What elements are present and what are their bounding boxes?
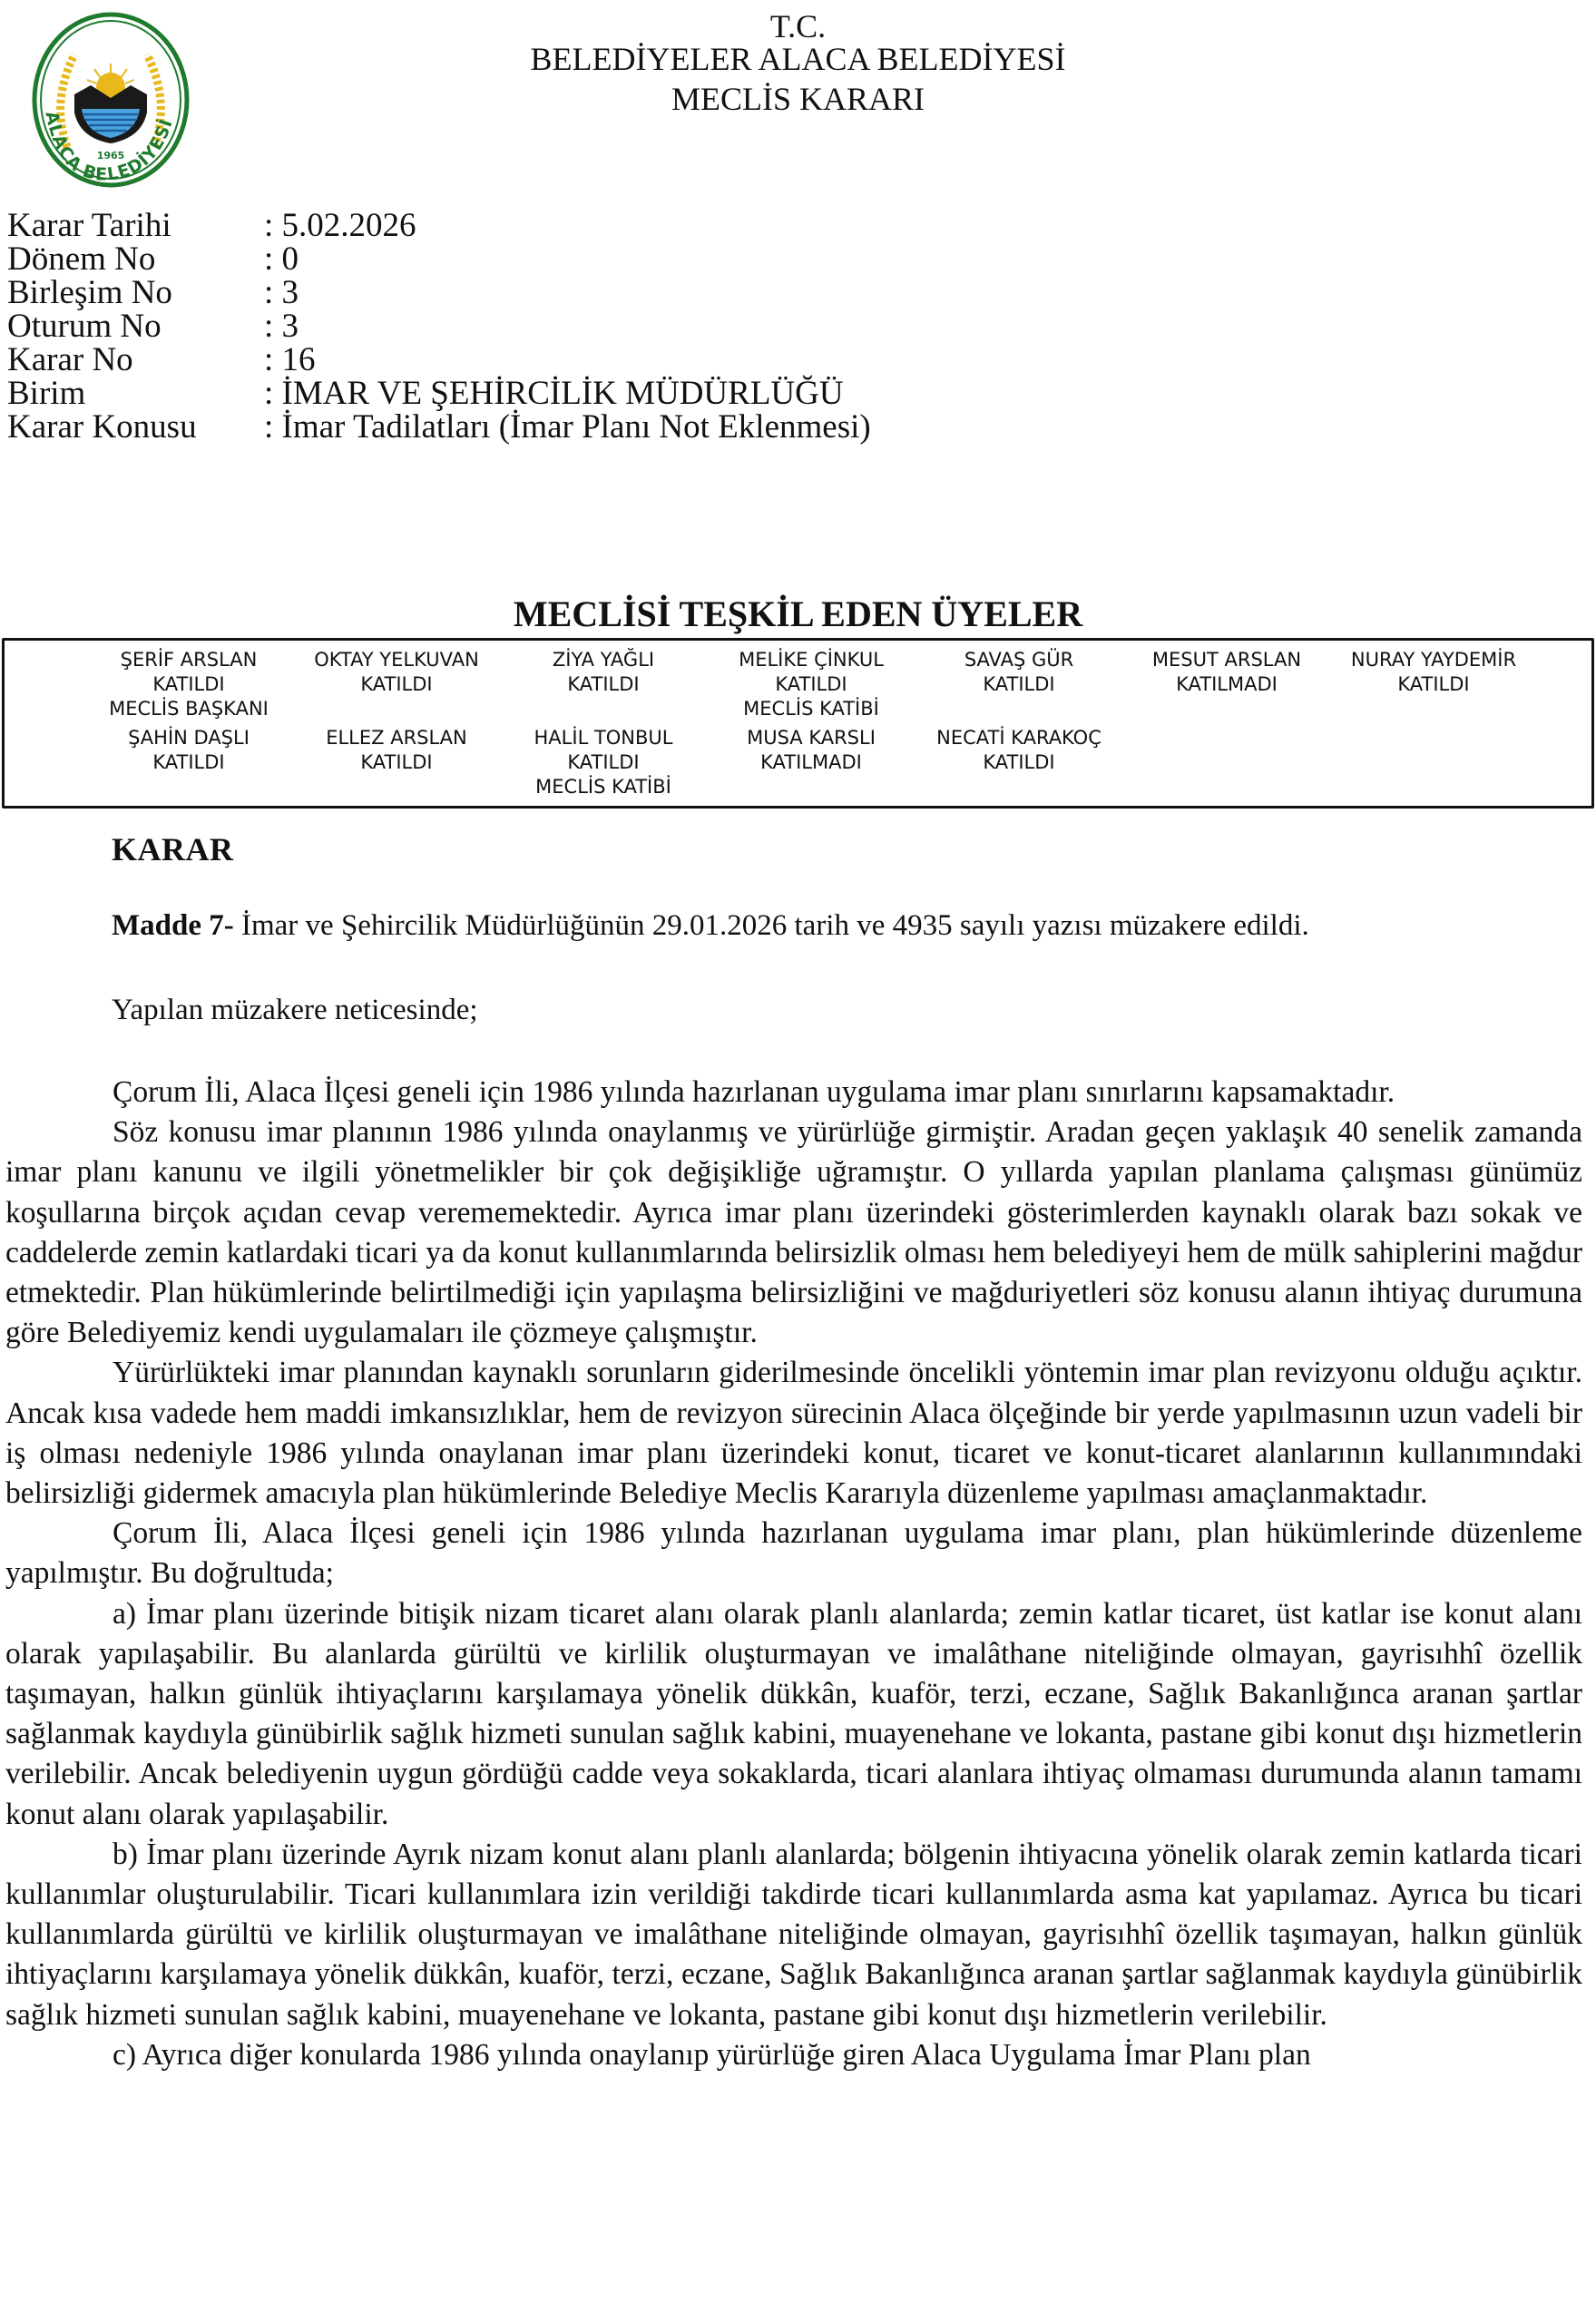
members-table: [2, 638, 1594, 809]
paragraph-item-a: a) İmar planı üzerinde bitişik nizam ticaret alanı olarak planlı alanlarda; zemin katlar ticaret, üst katlar ise konut alanı olarak yapılaşabilir. Bu alanlarda gürültü ve kirlilik oluşturmayan ve imalâthane niteliğinde olmayan, gayrisıhhî özellik taşımayan, halkın günlük ihtiyaçlarını karşılamaya yönelik dükkân, kuaför, terzi, eczane, Sağlık Bakanlığınca aranan şartlar sağlanmak kaydıyla günübirlik sağlık hizmeti sunulan sağlık kabini, muayenehane ve lokanta, pastane gibi konut dışı hizmetlerin verilebilir. Ancak belediyenin uygun gördüğü cadde veya sokaklarda, ticari alanlara ihtiyaç olmaması durumunda alanın tamamı konut alanı olarak yapılaşabilir.: [5, 1596, 1582, 1831]
meta-label: Oturum No: [7, 308, 162, 345]
member-name: SAVAŞ GÜR: [964, 649, 1074, 671]
meta-value: : İMAR VE ŞEHİRCİLİK MÜDÜRLÜĞÜ: [264, 375, 844, 412]
header-line-tc: T.C.: [769, 8, 827, 44]
paragraph-item-b: b) İmar planı üzerinde Ayrık nizam konut alanı planlı alanlarda; bölgenin ihtiyacına yönelik olarak zemin katlarda ticari kullanımlar oluşturulabilir. Ticari kullanımlara izin verildiği takdirde ticari kullanımlarda asma kat yapılamaz. Ayrıca bu ticari kullanımlarda gürültü ve kirlilik oluşturmayan ve imalâthane niteliğinde olmayan, gayrisıhhî özellik taşımayan, halkın günlük ihtiyaçlarını karşılamaya yönelik dükkân, kuaför, terzi, eczane, Sağlık Bakanlığınca aranan şartlar sağlanmak kaydıyla günübirlik sağlık hizmeti sunulan sağlık kabini, muayenehane ve lokanta, pastane gibi konut dışı hizmetlerin verilebilir.: [5, 1837, 1582, 2032]
member-cell: [84, 726, 293, 775]
svg-text:ALACA BELEDİYESİ: ALACA BELEDİYESİ: [41, 109, 177, 185]
madde-label: Madde 7-: [112, 909, 234, 942]
meta-label: Karar Tarihi: [7, 207, 171, 244]
decision-meta: [7, 209, 871, 444]
member-status: KATILDI: [775, 673, 847, 695]
paragraph: Yürürlükteki imar planından kaynaklı sorunların giderilmesinde öncelikli yöntemin imar plan revizyonu olduğu açıktır. Ancak kısa vadede hem maddi imkansızlıklar, hem de revizyon sürecinin Alaca ölçeğinde bir yerde yapılmasının uzun vadeli bir iş olması nedeniyle 1986 yılında onaylanan imar planı üzerindeki konut, ticaret ve konut-ticaret alanlarının kullanımındaki belirsizliği gidermek amacıyla plan hükümlerinde Belediye Meclis Kararıyla düzenleme yapılması amaçlanmaktadır.: [5, 1356, 1582, 1511]
member-cell: [499, 726, 708, 799]
member-cell: [915, 648, 1123, 697]
paragraph: Çorum İli, Alaca İlçesi geneli için 1986 yılında hazırlanan uygulama imar planı, plan hükümlerinde düzenleme yapılmıştır. Bu doğrultuda;: [5, 1516, 1582, 1591]
meta-value: : 3: [264, 308, 299, 345]
member-name: HALİL TONBUL: [534, 727, 673, 749]
member-cell: [915, 726, 1123, 775]
member-status: KATILDI: [360, 673, 433, 695]
meta-label: Karar Konusu: [7, 408, 197, 446]
svg-text:1965: 1965: [96, 150, 125, 162]
madde-text: İmar ve Şehircilik Müdürlüğünün 29.01.2026 tarih ve 4935 sayılı yazısı müzakere edildi.: [233, 909, 1309, 942]
meta-row-donem-no: [7, 242, 871, 276]
member-cell: [84, 648, 293, 721]
member-role: MECLİS BAŞKANI: [109, 698, 269, 720]
member-name: NURAY YAYDEMİR: [1350, 649, 1517, 671]
member-cell: [292, 726, 501, 775]
member-cell: [499, 648, 708, 697]
member-name: MUSA KARSLI: [747, 727, 876, 749]
member-role: MECLİS KATİBİ: [743, 698, 879, 720]
meta-value: : 16: [264, 341, 316, 378]
meta-row-birlesim-no: [7, 276, 871, 309]
member-role: MECLİS KATİBİ: [535, 776, 671, 798]
member-status: KATILMADI: [760, 751, 862, 773]
meta-row-karar-konusu: [7, 410, 871, 444]
decision-body: [5, 1073, 1582, 2075]
meta-value: : 0: [264, 240, 299, 278]
member-status: KATILDI: [152, 673, 225, 695]
member-cell: [1122, 648, 1331, 697]
decision-title: KARAR: [112, 831, 234, 867]
member-status: KATILDI: [152, 751, 225, 773]
meta-label: Birleşim No: [7, 274, 172, 311]
member-cell: [1329, 648, 1538, 697]
meta-label: Birim: [7, 375, 86, 412]
member-name: NECATİ KARAKOÇ: [936, 727, 1102, 749]
meta-row-karar-no: [7, 343, 871, 377]
member-status: KATILDI: [567, 751, 640, 773]
member-status: KATILMADI: [1176, 673, 1278, 695]
meta-value: : İmar Tadilatları (İmar Planı Not Eklenmesi): [264, 408, 871, 446]
meta-label: Dönem No: [7, 240, 156, 278]
member-status: KATILDI: [983, 673, 1055, 695]
paragraph: Söz konusu imar planının 1986 yılında onaylanmış ve yürürlüğe girmiştir. Aradan geçen yaklaşık 40 senelik zamanda imar planı kanunu ve ilgili yönetmelikler bir çok değişikliğe uğramıştır. O yıllarda yapılan planlama çalışması günümüz koşullarına birçok açıdan cevap verememektedir. Ayrıca imar planı üzerindeki gösterimlerden kaynaklı olarak bazı sokak ve caddelerde zemin katlardaki ticari ya da konut kullanımlarında belirsizlik olması hem belediyeyi hem de mülk sahiplerini mağdur etmektedir. Plan hükümlerinde belirtilmediği için yapılaşma belirsizliğini ve mağduriyetleri söz konusu alanın ihtiyaç durumuna göre Belediyemiz kendi uygulamaları ile çözmeye çalışmıştır.: [5, 1115, 1582, 1350]
meta-row-oturum-no: [7, 309, 871, 343]
member-name: ZİYA YAĞLI: [552, 649, 655, 671]
member-name: OKTAY YELKUVAN: [314, 649, 479, 671]
member-name: MESUT ARSLAN: [1151, 649, 1302, 671]
member-name: MELİKE ÇİNKUL: [739, 649, 884, 671]
member-name: ELLEZ ARSLAN: [326, 727, 467, 749]
meta-label: Karar No: [7, 341, 133, 378]
paragraph: Çorum İli, Alaca İlçesi geneli için 1986 yılında hazırlanan uygulama imar planı sınırlarını kapsamaktadır.: [113, 1075, 1395, 1109]
madde-line: [112, 909, 1309, 943]
member-status: KATILDI: [1397, 673, 1470, 695]
paragraph-item-c: c) Ayrıca diğer konularda 1986 yılında onaylanıp yürürlüğe giren Alaca Uygulama İmar Planı plan: [113, 2037, 1311, 2072]
meta-row-karar-tarihi: [7, 209, 871, 242]
member-name: ŞERİF ARSLAN: [120, 649, 258, 671]
member-cell: [707, 648, 915, 721]
header-municipality: BELEDİYELER ALACA BELEDİYESİ: [530, 41, 1066, 77]
member-cell: [707, 726, 915, 775]
member-cell: [292, 648, 501, 697]
deliberation-intro: Yapılan müzakere neticesinde;: [112, 994, 478, 1026]
meta-row-birim: [7, 377, 871, 410]
member-status: KATILDI: [567, 673, 640, 695]
member-status: KATILDI: [360, 751, 433, 773]
member-status: KATILDI: [983, 751, 1055, 773]
member-name: ŞAHİN DAŞLI: [128, 727, 250, 749]
members-title: MECLİSİ TEŞKİL EDEN ÜYELER: [513, 593, 1083, 634]
meta-value: : 3: [264, 274, 299, 311]
meta-value: : 5.02.2026: [264, 207, 416, 244]
header-document-type: MECLİS KARARI: [671, 81, 925, 117]
